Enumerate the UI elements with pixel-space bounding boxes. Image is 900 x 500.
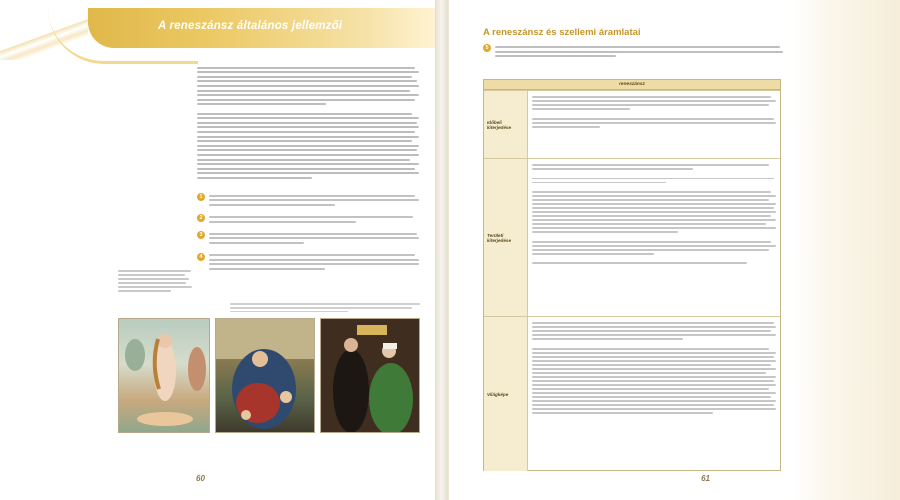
task-item xyxy=(197,192,419,208)
task-number-badge: 2 xyxy=(197,214,205,222)
row-label: Területi kiterjedése xyxy=(484,159,528,316)
task-number-badge: 1 xyxy=(197,193,205,201)
row-label: Világképe xyxy=(484,317,528,471)
task-number-badge: 5 xyxy=(483,44,491,52)
page-number: 61 xyxy=(701,474,710,483)
margin-strip xyxy=(790,0,900,500)
intro-paragraph xyxy=(197,64,419,108)
comparison-table xyxy=(483,79,781,471)
task-item xyxy=(483,43,783,60)
table-row xyxy=(484,158,780,316)
table-row xyxy=(484,316,780,471)
painting-image xyxy=(215,318,315,433)
chapter-title: A reneszánsz általános jellemzői xyxy=(158,20,343,32)
margin-note xyxy=(118,268,194,294)
task-number-badge: 3 xyxy=(197,231,205,239)
image-caption xyxy=(230,301,420,315)
section-title: A reneszánsz és szellemi áramlatai xyxy=(483,27,641,38)
book-spine xyxy=(436,0,448,500)
task-number-badge: 4 xyxy=(197,253,205,261)
task-item xyxy=(197,213,419,225)
row-content xyxy=(528,317,780,471)
row-label: Időbeli kiterjedése xyxy=(484,91,528,158)
table-header: reneszánsz xyxy=(484,80,780,90)
table-row xyxy=(484,90,780,158)
painting-image xyxy=(118,318,210,433)
right-page xyxy=(448,0,900,500)
left-page xyxy=(0,0,436,500)
painting-gallery xyxy=(118,318,420,433)
task-item xyxy=(197,252,419,273)
row-content xyxy=(528,91,780,158)
task-item xyxy=(197,230,419,246)
page-number: 60 xyxy=(196,474,205,483)
body-paragraph xyxy=(197,110,419,182)
row-content xyxy=(528,159,780,316)
painting-image xyxy=(320,318,420,433)
chapter-header xyxy=(88,8,436,48)
task-list xyxy=(197,192,419,278)
